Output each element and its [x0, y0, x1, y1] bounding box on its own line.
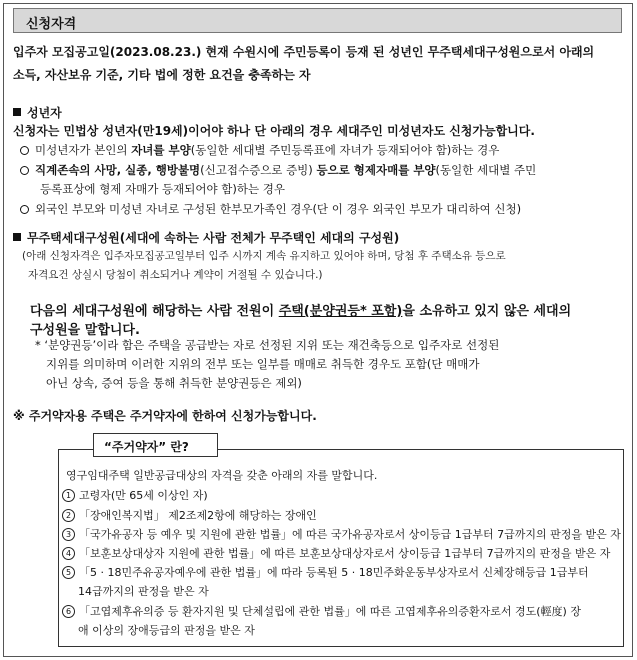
definition-item-6-cont: 애 이상의 장애등급의 판정을 받은 자 — [78, 624, 255, 637]
circle-bullet-icon — [20, 205, 29, 214]
circled-number: 3 — [62, 528, 75, 541]
definition-item-6: 6 「고엽제후유의증 등 환자지원 및 단체설립에 관한 법률」에 따른 고엽제후유의증환자로서 경도(輕度) 장 — [62, 603, 581, 619]
footnote-line-3: 아닌 상속, 증여 등을 통해 취득한 분양권등은 제외) — [46, 376, 302, 390]
reference-mark-icon: ※ — [13, 409, 25, 423]
square-bullet-icon — [13, 108, 21, 116]
definition-item-3: 3 「국가유공자 등 예우 및 지원에 관한 법률」에 따른 국가유공자로서 상이등급 1급부터 7급까지의 판정을 받은 자 — [62, 526, 621, 542]
definition-item-2: 2 「장애인복지법」 제2조제2항에 해당하는 장애인 — [62, 507, 317, 523]
household-main-2: 구성원을 말합니다. — [30, 323, 140, 338]
household-note-2: 자격요건 상실시 당첨이 취소되거나 계약이 거절될 수 있습니다.) — [28, 269, 323, 281]
footnote-line-1: * ‘분양권등’이라 함은 주택을 공급받는 자로 선정된 지위 또는 재건축등으로 입주자로 선정된 — [35, 338, 500, 352]
circled-number: 6 — [62, 605, 75, 618]
intro-line-2: 소득, 자산보유 기준, 기타 법에 정한 요건을 충족하는 자 — [13, 68, 311, 82]
definition-item-5: 5 「5 · 18민주유공자예우에 관한 법률」에 따라 등록된 5 · 18민주화운동부상자로서 신체장해등급 1급부터 — [62, 564, 589, 580]
section-title: 신청자격 — [26, 17, 77, 32]
footnote-line-2: 지위를 의미하며 이러한 지위의 전부 또는 일부를 매매로 취득한 경우도 포함(단 매매가 — [46, 357, 480, 371]
definition-tab-label: “주거약자” 란? — [104, 440, 189, 454]
section-header — [13, 8, 622, 33]
adult-heading: 성년자 — [13, 104, 62, 121]
square-bullet-icon — [13, 233, 21, 241]
adult-item-2: 직계존속의 사망, 실종, 행방불명(신고접수증으로 증빙) 등으로 형제자매를 부양(동일한 세대별 주민 — [20, 162, 536, 178]
housing-vulnerable-notice: ※ 주거약자용 주택은 주거약자에 한하여 신청가능합니다. — [13, 409, 317, 423]
household-note-1: (아래 신청자격은 입주자모집공고일부터 입주 시까지 계속 유지하고 있어야 하며, 당첨 후 주택소유 등으로 — [22, 250, 506, 262]
circled-number: 4 — [62, 547, 75, 560]
circled-number: 5 — [62, 566, 75, 579]
definition-intro: 영구임대주택 일반공급대상의 자격을 갖춘 아래의 자를 말합니다. — [66, 469, 378, 482]
adult-item-1: 미성년자가 본인의 자녀를 부양(동일한 세대별 주민등록표에 자녀가 등재되어야 함)하는 경우 — [20, 142, 499, 158]
circle-bullet-icon — [20, 166, 29, 175]
circled-number: 2 — [62, 509, 75, 522]
household-main-1: 다음의 세대구성원에 해당하는 사람 전원이 주택(분양권등* 포함)을 소유하고 있지 않은 세대의 — [30, 304, 572, 319]
circled-number: 1 — [62, 489, 75, 502]
adult-item-3: 외국인 부모와 미성년 자녀로 구성된 한부모가족인 경우(단 이 경우 외국인 부모가 대리하여 신청) — [20, 201, 521, 217]
definition-item-1: 1 고령자(만 65세 이상인 자) — [62, 487, 208, 503]
definition-item-4: 4 「보훈보상대상자 지원에 관한 법률」에 따른 보훈보상대상자로서 상이등급 1급부터 7급까지의 판정을 받은 자 — [62, 545, 610, 561]
circle-bullet-icon — [20, 146, 29, 155]
adult-lead: 신청자는 민법상 성년자(만19세)이어야 하나 단 아래의 경우 세대주인 미성년자도 신청가능합니다. — [13, 124, 535, 138]
definition-tab — [93, 433, 218, 457]
definition-item-5-cont: 14급까지의 판정을 받은 자 — [78, 585, 209, 598]
adult-item-2-cont: 등록표상에 형제 자매가 등재되어야 함)하는 경우 — [40, 182, 285, 196]
intro-line-1: 입주자 모집공고일(2023.08.23.) 현재 수원시에 주민등록이 등재 된 성년인 무주택세대구성원으로서 아래의 — [13, 45, 595, 59]
household-heading: 무주택세대구성원(세대에 속하는 사람 전체가 무주택인 세대의 구성원) — [13, 229, 399, 246]
